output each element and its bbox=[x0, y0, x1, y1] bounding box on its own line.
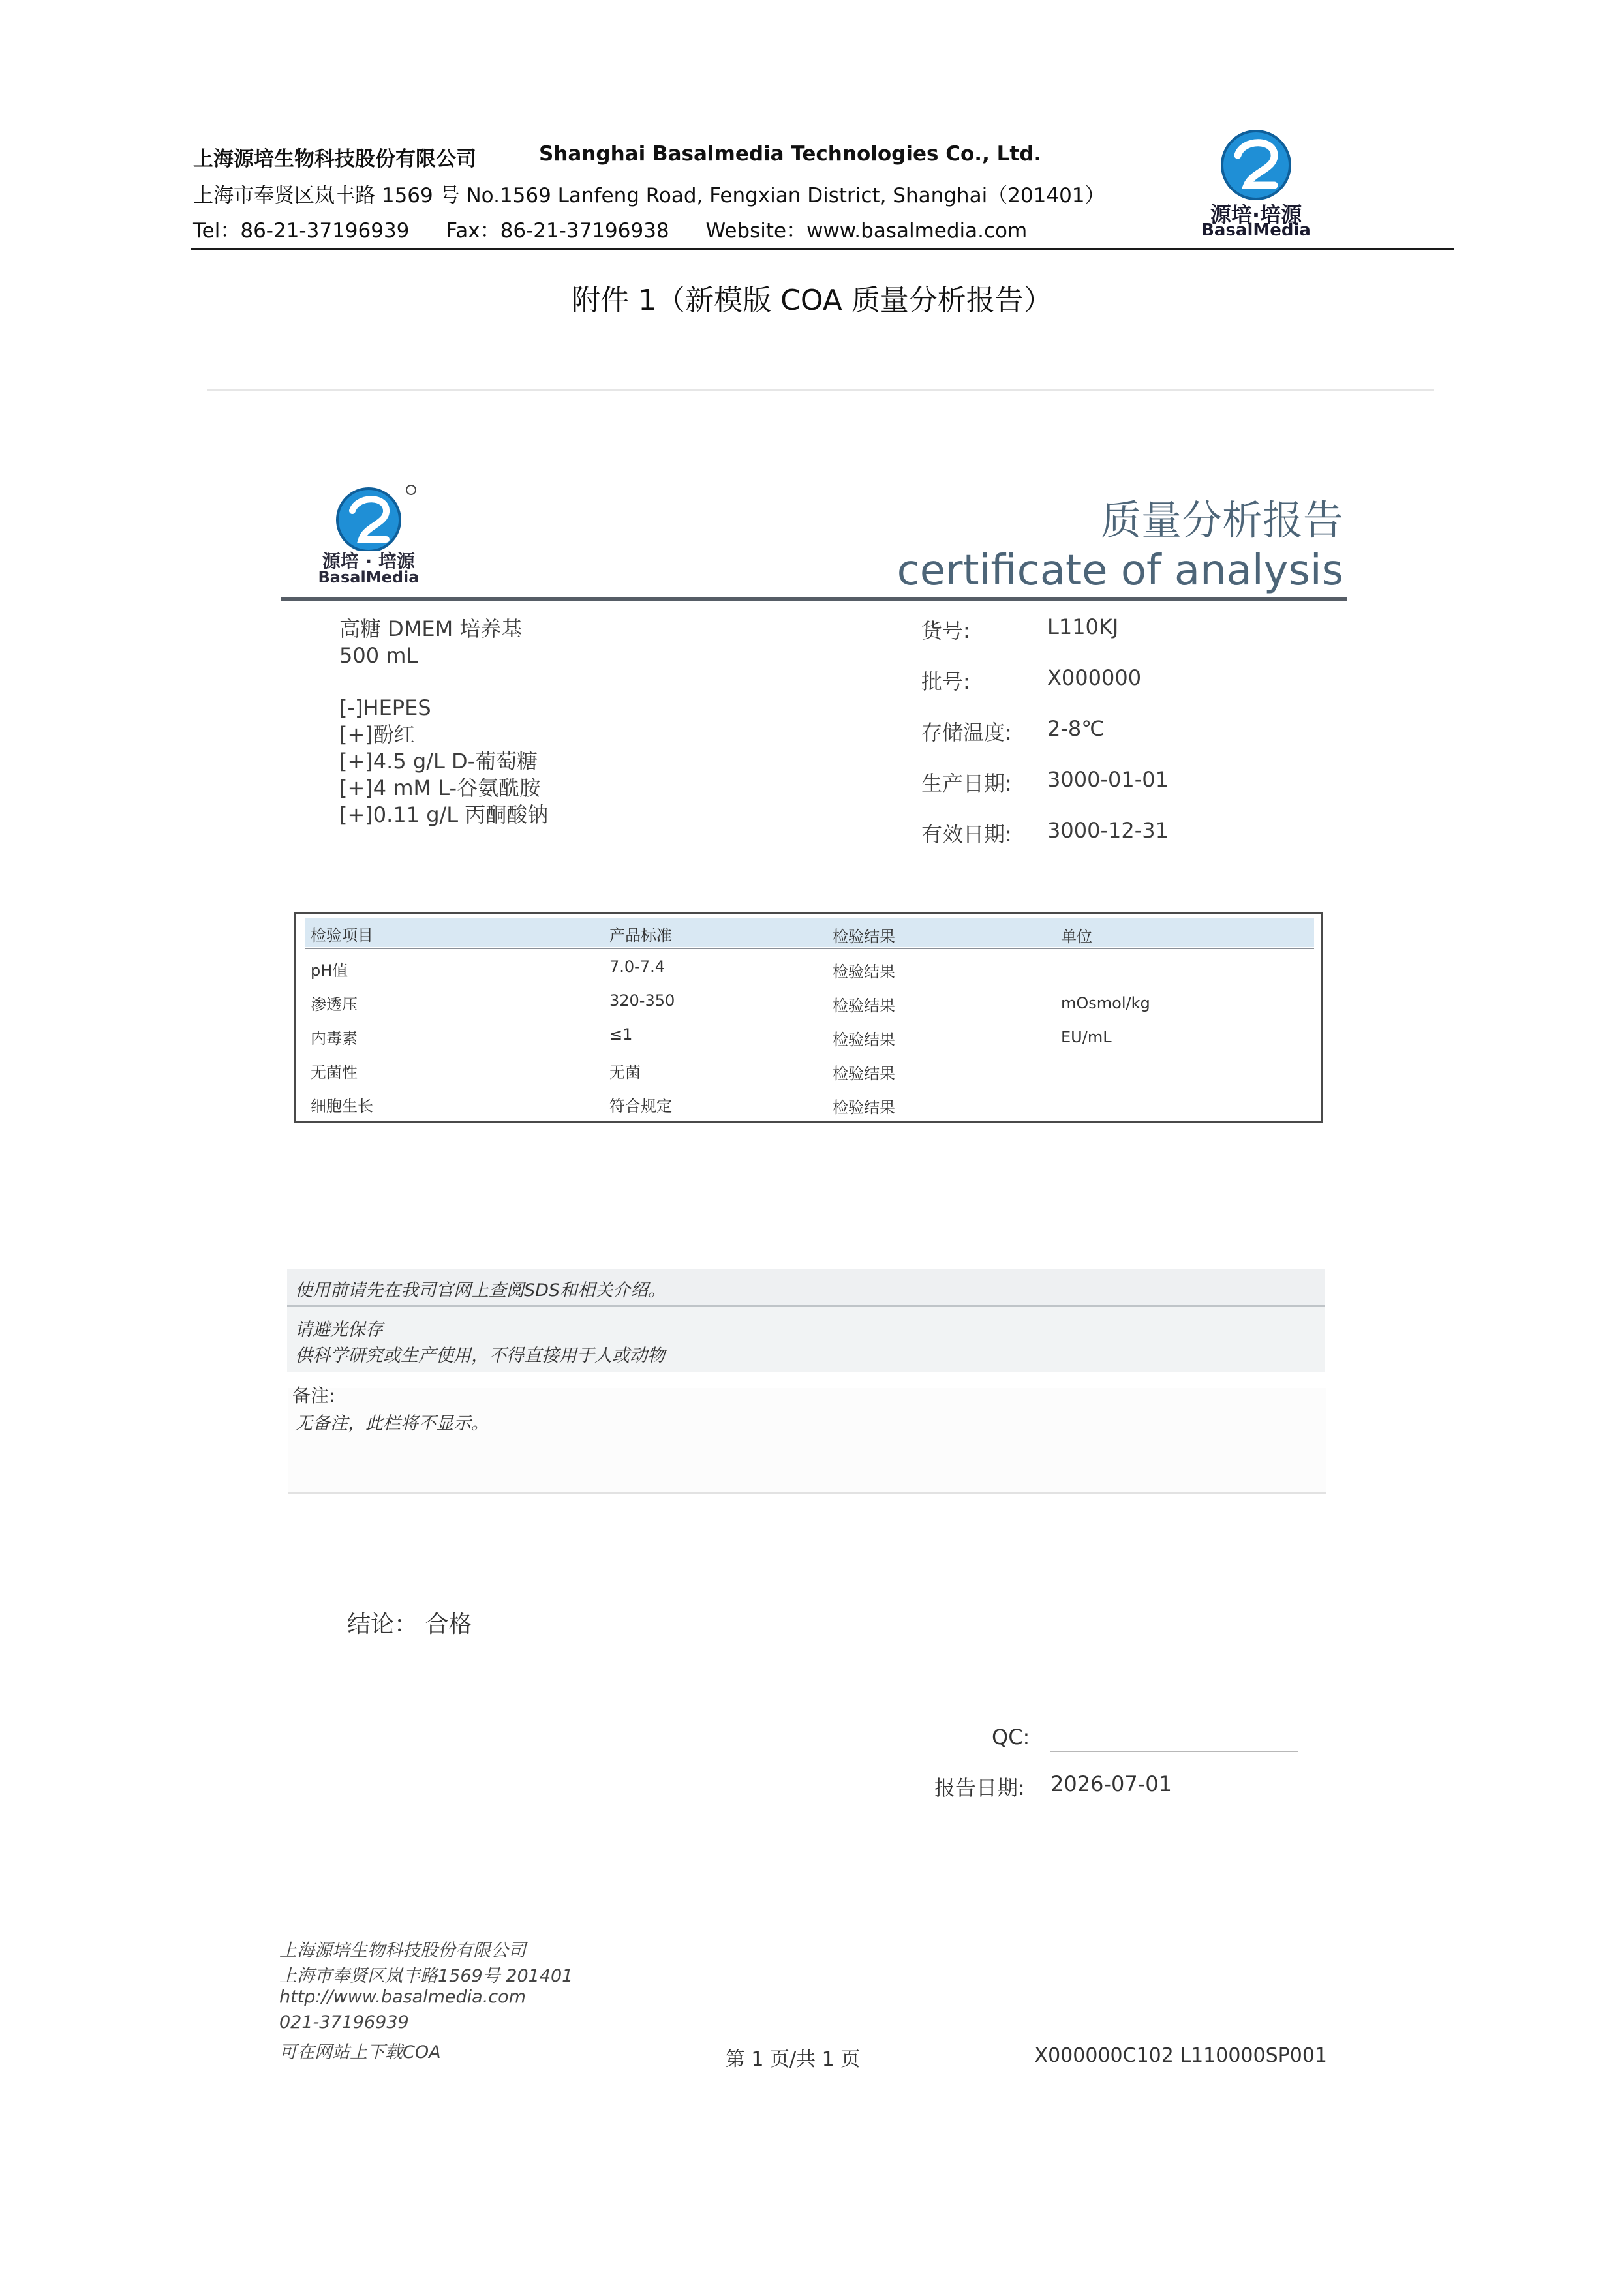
logo-text-en: BasalMedia bbox=[1201, 220, 1311, 240]
remark-text: 无备注，此栏将不显示。 bbox=[295, 1413, 489, 1434]
field-value: X000000 bbox=[1047, 665, 1142, 690]
logo-swirl-icon bbox=[1184, 129, 1328, 201]
logo-swirl-icon bbox=[307, 479, 437, 551]
table-header-cell: 检验结果 bbox=[833, 928, 895, 946]
field-value: 3000-01-01 bbox=[1047, 767, 1169, 792]
scan-divider bbox=[207, 389, 1434, 391]
company-name-cn: 上海源培生物科技股份有限公司 bbox=[193, 147, 476, 171]
coa-logo-text-en: BasalMedia bbox=[318, 568, 420, 586]
table-cell: 无菌性 bbox=[311, 1063, 358, 1081]
remark-box bbox=[288, 1388, 1326, 1494]
table-cell: 320-350 bbox=[609, 991, 675, 1010]
document-code: X000000C102 L110000SP001 bbox=[1034, 2044, 1327, 2067]
tel: Tel：86-21-37196939 bbox=[193, 219, 410, 243]
component-item: [+]酚红 bbox=[339, 722, 415, 747]
qc-label: QC: bbox=[992, 1725, 1030, 1749]
field-label: 批号: bbox=[921, 669, 970, 694]
coa-header-divider bbox=[281, 597, 1347, 601]
page-number: 第 1 页/共 1 页 bbox=[725, 2048, 861, 2071]
company-logo-top bbox=[1184, 129, 1328, 240]
table-cell: 无菌 bbox=[609, 1063, 641, 1081]
product-name: 高糖 DMEM 培养基 bbox=[339, 616, 523, 641]
footer-address: 上海市奉贤区岚丰路1569号 201401 bbox=[279, 1966, 574, 1986]
coa-logo bbox=[307, 479, 437, 594]
coa-title-en: certificate of analysis bbox=[896, 547, 1343, 595]
coa-logo-text-cn: 源培 · 培源 bbox=[322, 551, 416, 572]
component-item: [-]HEPES bbox=[339, 695, 431, 720]
note-sds: 使用前请先在我司官网上查阅SDS和相关介绍。 bbox=[295, 1280, 666, 1301]
coa-title-cn: 质量分析报告 bbox=[1100, 496, 1343, 544]
fax: Fax：86-21-37196938 bbox=[446, 219, 669, 243]
field-value: 3000-12-31 bbox=[1047, 818, 1169, 843]
product-volume: 500 mL bbox=[339, 643, 418, 668]
table-header-divider bbox=[305, 948, 1314, 949]
company-contact bbox=[193, 214, 1057, 243]
company-address: 上海市奉贤区岚丰路 1569 号 No.1569 Lanfeng Road, Fengxian District, Shanghai（201401） bbox=[193, 184, 1105, 207]
footer-company: 上海源培生物科技股份有限公司 bbox=[279, 1941, 526, 1961]
table-cell: 检验结果 bbox=[833, 963, 895, 981]
field-value: 2-8℃ bbox=[1047, 716, 1105, 741]
table-header-cell: 产品标准 bbox=[609, 926, 672, 944]
note-storage: 请避光保存 bbox=[295, 1320, 383, 1340]
field-label: 生产日期: bbox=[921, 771, 1012, 796]
table-cell: mOsmol/kg bbox=[1061, 994, 1150, 1012]
field-value: L110KJ bbox=[1047, 614, 1119, 639]
field-label: 货号: bbox=[921, 618, 970, 643]
table-cell: pH值 bbox=[311, 961, 348, 980]
table-cell: 符合规定 bbox=[609, 1097, 672, 1115]
report-date-label: 报告日期: bbox=[934, 1775, 1025, 1800]
table-cell: 检验结果 bbox=[833, 1098, 895, 1117]
website[interactable]: Website：www.basalmedia.com bbox=[705, 219, 1028, 243]
conclusion bbox=[347, 1606, 472, 1639]
component-item: [+]0.11 g/L 丙酮酸钠 bbox=[339, 802, 549, 827]
table-cell: 检验结果 bbox=[833, 1031, 895, 1049]
footer-website[interactable]: http://www.basalmedia.com bbox=[279, 1987, 526, 2007]
component-item: [+]4 mM L-谷氨酰胺 bbox=[339, 776, 541, 800]
table-header-band bbox=[305, 918, 1314, 947]
table-cell: EU/mL bbox=[1061, 1028, 1112, 1046]
footer-download: 可在网站上下载COA bbox=[279, 2042, 441, 2062]
test-results-table bbox=[294, 912, 1323, 1123]
footer-phone: 021-37196939 bbox=[279, 2012, 409, 2032]
field-label: 有效日期: bbox=[921, 822, 1012, 847]
table-header-cell: 单位 bbox=[1061, 928, 1092, 946]
letterhead-divider bbox=[191, 248, 1454, 250]
remark-label: 备注: bbox=[292, 1385, 335, 1406]
company-name-en: Shanghai Basalmedia Technologies Co., Ltd. bbox=[539, 142, 1042, 166]
table-cell: 内毒素 bbox=[311, 1029, 358, 1048]
component-item: [+]4.5 g/L D-葡萄糖 bbox=[339, 749, 538, 774]
attachment-title: 附件 1（新模版 COA 质量分析报告） bbox=[572, 284, 1052, 317]
report-date-value: 2026-07-01 bbox=[1050, 1772, 1172, 1796]
table-cell: 渗透压 bbox=[311, 995, 358, 1014]
conclusion-value: 合格 bbox=[425, 1611, 472, 1638]
table-cell: 检验结果 bbox=[833, 997, 895, 1015]
table-header-cell: 检验项目 bbox=[311, 926, 373, 944]
field-label: 存储温度: bbox=[921, 720, 1012, 745]
note-divider bbox=[287, 1305, 1325, 1307]
table-cell: 7.0-7.4 bbox=[609, 958, 665, 976]
table-cell: ≤1 bbox=[609, 1025, 633, 1044]
table-cell: 细胞生长 bbox=[311, 1097, 373, 1115]
conclusion-label: 结论： bbox=[347, 1611, 418, 1638]
logo-text-cn: 源培·培源 bbox=[1210, 202, 1302, 227]
note-usage: 供科学研究或生产使用，不得直接用于人或动物 bbox=[295, 1346, 665, 1366]
table-cell: 检验结果 bbox=[833, 1065, 895, 1083]
qc-signature-line bbox=[1050, 1751, 1298, 1752]
